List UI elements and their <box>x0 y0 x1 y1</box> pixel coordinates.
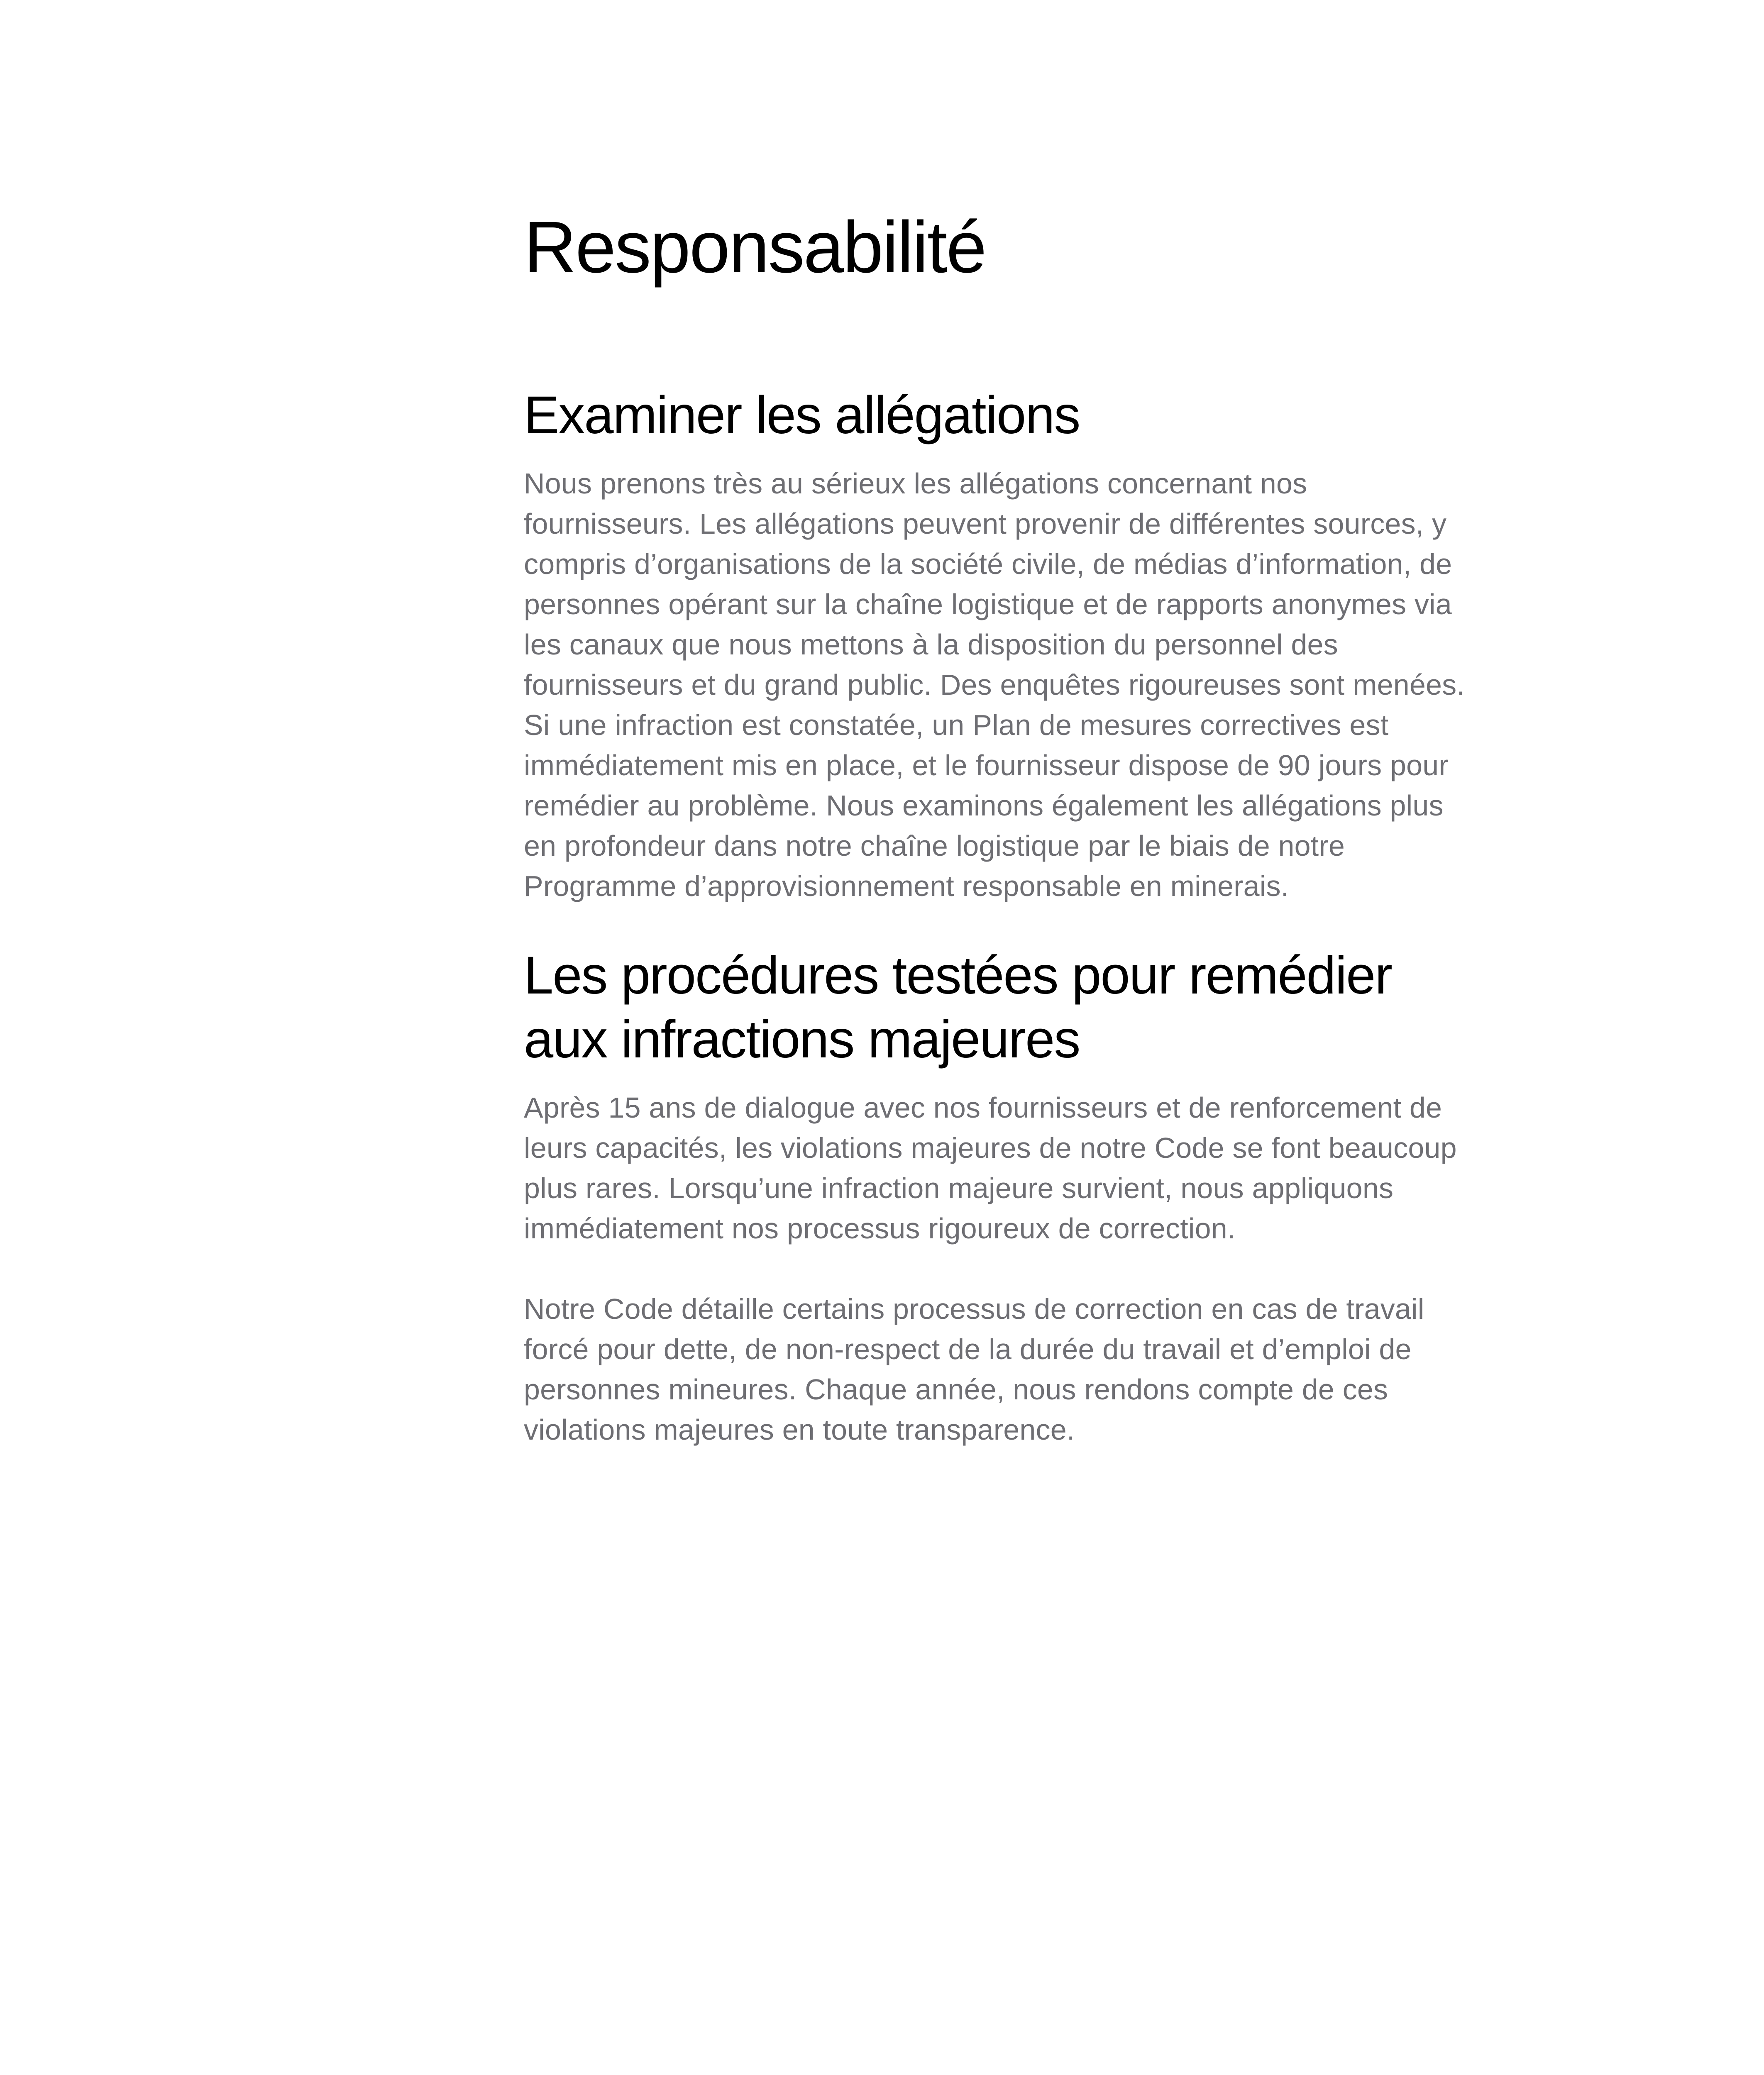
section-paragraph-procedures-1: Après 15 ans de dialogue avec nos fournisseurs et de renforcement de leurs capacités, les violations majeures de notre Code se font beaucoup plus rares. Lorsqu’une infraction majeure survient, nous appliquons immédiatement nos processus rigoureux de correction. <box>524 1091 1457 1245</box>
main-content <box>524 208 1478 1450</box>
section-heading-allegations: Examiner les allégations <box>524 385 1080 445</box>
section-paragraph-procedures-2: Notre Code détaille certains processus de correction en cas de travail forcé pour dette, de non-respect de la durée du travail et d’emploi de personnes mineures. Chaque année, nous rendons compte de ces violations majeures en toute transparence. <box>524 1293 1424 1446</box>
section-paragraph-allegations: Nous prenons très au sérieux les allégations concernant nos fournisseurs. Les allégations peuvent provenir de différentes sources, y compris d’organisations de la société civile, de médias d’information, de personnes opérant sur la chaîne logistique et de rapports anonymes via les canaux que nous mettons à la disposition du personnel des fournisseurs et du grand public. Des enquêtes rigoureuses sont menées. Si une infraction est constatée, un Plan de mesures correctives est immédiatement mis en place, et le fournisseur dispose de 90 jours pour remédier au problème. Nous examinons également les allégations plus en profondeur dans notre chaîne logistique par le biais de notre Programme d’approvisionnement responsable en minerais. <box>524 467 1465 903</box>
page-title: Responsabilité <box>524 207 986 288</box>
section-heading-procedures: Les procédures testées pour remédier aux infractions majeures <box>524 946 1392 1069</box>
